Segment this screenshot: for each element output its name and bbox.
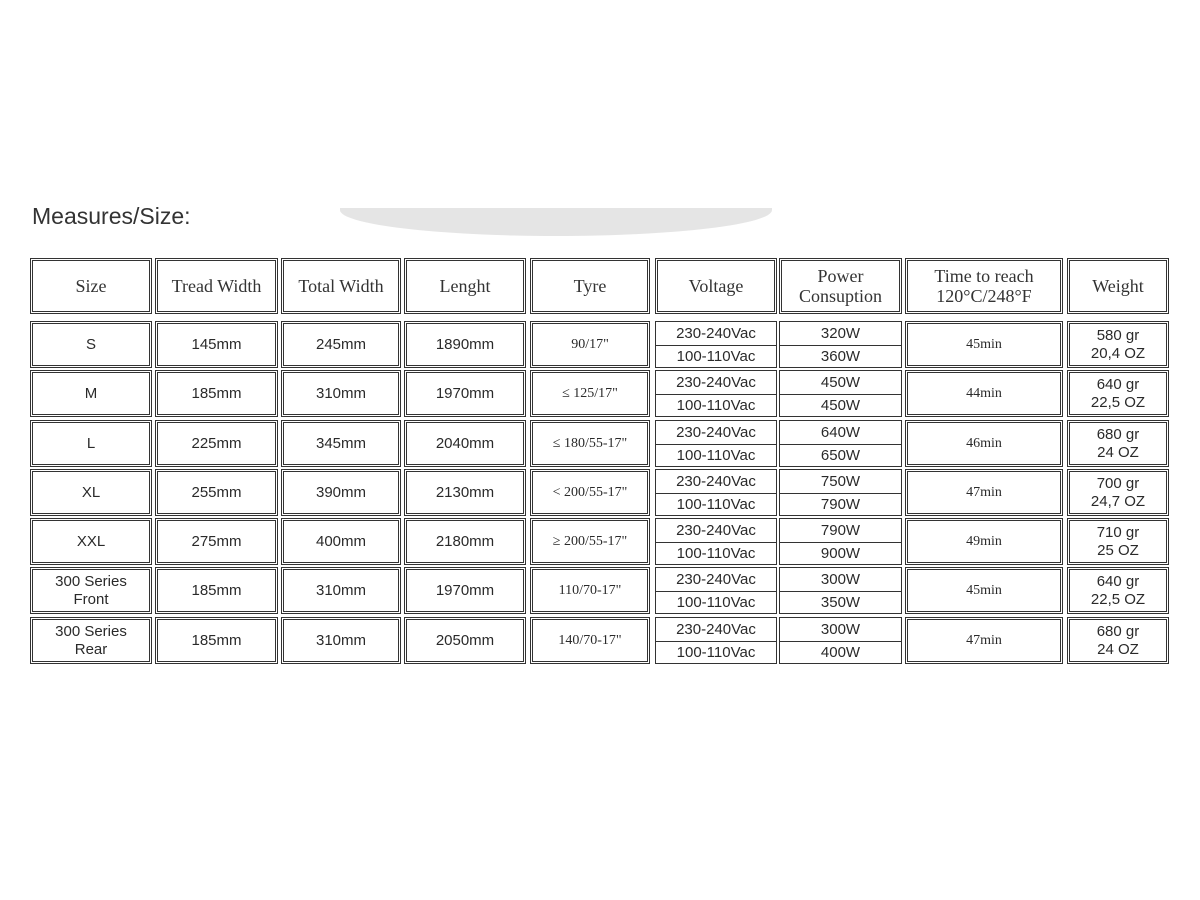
power-cell-low: 790W: [779, 493, 902, 516]
size-cell: 300 Series Rear: [30, 617, 152, 664]
length-cell: 1890mm: [404, 321, 526, 368]
tyre-cell: 90/17": [530, 321, 650, 368]
voltage-cell-low: 100-110Vac: [655, 394, 777, 417]
length-cell: 2180mm: [404, 518, 526, 565]
header-tyre: Tyre: [530, 258, 650, 314]
tyre-cell: 110/70-17": [530, 567, 650, 614]
power-cell-low: 400W: [779, 641, 902, 664]
total-cell: 310mm: [281, 370, 401, 417]
voltage-cell-high: 230-240Vac: [655, 518, 777, 543]
size-cell: XL: [30, 469, 152, 516]
voltage-cell-high: 230-240Vac: [655, 469, 777, 494]
tyre-cell: < 200/55-17": [530, 469, 650, 516]
size-cell: XXL: [30, 518, 152, 565]
total-cell: 400mm: [281, 518, 401, 565]
power-cell-high: 450W: [779, 370, 902, 395]
total-cell: 310mm: [281, 567, 401, 614]
size-cell: M: [30, 370, 152, 417]
voltage-cell-high: 230-240Vac: [655, 420, 777, 445]
weight-cell: 640 gr 22,5 OZ: [1067, 567, 1169, 614]
tread-cell: 185mm: [155, 617, 278, 664]
time-cell: 47min: [905, 617, 1063, 664]
header-weight: Weight: [1067, 258, 1169, 314]
tread-cell: 225mm: [155, 420, 278, 467]
header-total: Total Width: [281, 258, 401, 314]
header-time: Time to reach 120°C/248°F: [905, 258, 1063, 314]
voltage-cell-high: 230-240Vac: [655, 617, 777, 642]
voltage-cell-low: 100-110Vac: [655, 641, 777, 664]
power-cell-high: 300W: [779, 617, 902, 642]
weight-cell: 680 gr 24 OZ: [1067, 617, 1169, 664]
tread-cell: 185mm: [155, 370, 278, 417]
length-cell: 2050mm: [404, 617, 526, 664]
tyre-cell: ≥ 200/55-17": [530, 518, 650, 565]
power-cell-high: 320W: [779, 321, 902, 346]
tyre-cell: 140/70-17": [530, 617, 650, 664]
tread-cell: 275mm: [155, 518, 278, 565]
voltage-cell-high: 230-240Vac: [655, 567, 777, 592]
power-cell-low: 900W: [779, 542, 902, 565]
length-cell: 1970mm: [404, 370, 526, 417]
header-size: Size: [30, 258, 152, 314]
voltage-cell-low: 100-110Vac: [655, 444, 777, 467]
voltage-cell-low: 100-110Vac: [655, 493, 777, 516]
page-title: Measures/Size:: [32, 203, 191, 229]
tread-cell: 145mm: [155, 321, 278, 368]
power-cell-low: 650W: [779, 444, 902, 467]
power-cell-low: 360W: [779, 345, 902, 368]
time-cell: 47min: [905, 469, 1063, 516]
voltage-cell-low: 100-110Vac: [655, 591, 777, 614]
power-cell-high: 790W: [779, 518, 902, 543]
total-cell: 310mm: [281, 617, 401, 664]
tyre-cell: ≤ 180/55-17": [530, 420, 650, 467]
voltage-cell-low: 100-110Vac: [655, 542, 777, 565]
power-cell-low: 450W: [779, 394, 902, 417]
total-cell: 345mm: [281, 420, 401, 467]
size-cell: S: [30, 321, 152, 368]
header-voltage: Voltage: [655, 258, 777, 314]
power-cell-high: 750W: [779, 469, 902, 494]
time-cell: 49min: [905, 518, 1063, 565]
length-cell: 1970mm: [404, 567, 526, 614]
header-tread: Tread Width: [155, 258, 278, 314]
tyre-cell: ≤ 125/17": [530, 370, 650, 417]
voltage-cell-low: 100-110Vac: [655, 345, 777, 368]
size-cell: 300 Series Front: [30, 567, 152, 614]
time-cell: 45min: [905, 321, 1063, 368]
power-cell-high: 300W: [779, 567, 902, 592]
length-cell: 2130mm: [404, 469, 526, 516]
voltage-cell-high: 230-240Vac: [655, 370, 777, 395]
total-cell: 245mm: [281, 321, 401, 368]
size-cell: L: [30, 420, 152, 467]
weight-cell: 580 gr 20,4 OZ: [1067, 321, 1169, 368]
tread-cell: 255mm: [155, 469, 278, 516]
header-power: Power Consuption: [779, 258, 902, 314]
voltage-cell-high: 230-240Vac: [655, 321, 777, 346]
total-cell: 390mm: [281, 469, 401, 516]
header-length: Lenght: [404, 258, 526, 314]
power-cell-high: 640W: [779, 420, 902, 445]
tread-cell: 185mm: [155, 567, 278, 614]
time-cell: 46min: [905, 420, 1063, 467]
time-cell: 44min: [905, 370, 1063, 417]
length-cell: 2040mm: [404, 420, 526, 467]
weight-cell: 640 gr 22,5 OZ: [1067, 370, 1169, 417]
weight-cell: 710 gr 25 OZ: [1067, 518, 1169, 565]
time-cell: 45min: [905, 567, 1063, 614]
power-cell-low: 350W: [779, 591, 902, 614]
weight-cell: 680 gr 24 OZ: [1067, 420, 1169, 467]
weight-cell: 700 gr 24,7 OZ: [1067, 469, 1169, 516]
